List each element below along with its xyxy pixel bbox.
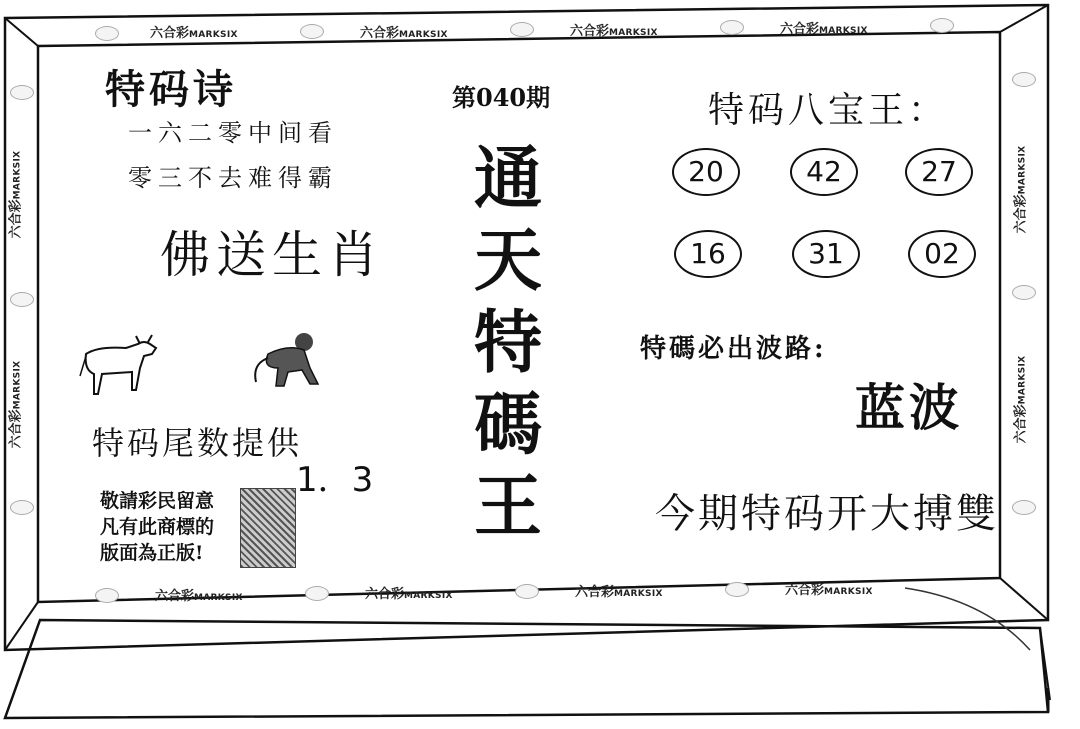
watermark: 六合彩MARKSIX [155, 589, 243, 604]
bao-number: 20 [672, 148, 740, 196]
poem-line-2: 零三不去难得霸 [128, 164, 338, 192]
vertical-title-char: 特 [473, 303, 542, 383]
vertical-title [458, 138, 558, 548]
tail-label: 特码尾数提供 [92, 424, 303, 462]
watermark: 六合彩MARKSIX [570, 24, 658, 39]
frame-hole [720, 20, 744, 35]
bao-number: 16 [674, 230, 742, 278]
vertical-title-char: 天 [473, 221, 542, 301]
watermark: 六合彩MARKSIX [780, 22, 868, 37]
frame-hole [10, 500, 34, 515]
bao-number: 31 [792, 230, 860, 278]
notice [100, 488, 214, 566]
wave-value: 蓝波 [855, 378, 963, 437]
frame-hole [515, 584, 539, 599]
bao-title: 特码八宝王： [708, 90, 949, 131]
ox-icon [78, 332, 160, 402]
watermark: 六合彩MARKSIX [150, 26, 238, 41]
frame-hole [305, 586, 329, 601]
watermark: 六合彩MARKSIX [575, 585, 663, 600]
tail-value: 1．3 [296, 460, 374, 500]
vertical-title-char: 碼 [473, 385, 542, 465]
frame-hole [10, 292, 34, 307]
wave-label: 特碼必出波路: [640, 334, 827, 364]
bao-number: 42 [790, 148, 858, 196]
monkey-icon [248, 328, 328, 390]
watermark: 六合彩MARKSIX [365, 587, 453, 602]
frame-hole [95, 26, 119, 41]
watermark: 六合彩MARKSIX [1013, 355, 1029, 444]
watermark: 六合彩MARKSIX [8, 150, 24, 239]
trademark-stamp-icon [240, 488, 296, 568]
bao-number: 27 [905, 148, 973, 196]
poem-line-1: 一六二零中间看 [128, 119, 338, 147]
issue-number: 第040期 [452, 83, 551, 112]
frame-hole [1012, 285, 1036, 300]
watermark: 六合彩MARKSIX [360, 26, 448, 41]
frame-hole [930, 18, 954, 33]
frame-hole [95, 588, 119, 603]
notice-line-1: 敬請彩民留意 [100, 490, 215, 512]
frame-hole [10, 85, 34, 100]
watermark: 六合彩MARKSIX [1013, 145, 1029, 234]
frame-hole [1012, 500, 1036, 515]
frame-hole [510, 22, 534, 37]
slogan: 今期特码开大搏雙 [655, 491, 999, 537]
poem-highlight: 佛送生肖 [160, 226, 384, 284]
watermark: 六合彩MARKSIX [8, 360, 24, 449]
poem-title: 特码诗 [105, 66, 237, 113]
frame-hole [1012, 72, 1036, 87]
vertical-title-char: 通 [473, 139, 542, 219]
bao-number: 02 [908, 230, 976, 278]
vertical-title-char: 王 [473, 467, 542, 547]
notice-line-2: 凡有此商標的 [100, 516, 215, 538]
notice-line-3: 版面為正版! [100, 542, 204, 564]
frame-hole [725, 582, 749, 597]
watermark: 六合彩MARKSIX [785, 583, 873, 598]
frame-hole [300, 24, 324, 39]
